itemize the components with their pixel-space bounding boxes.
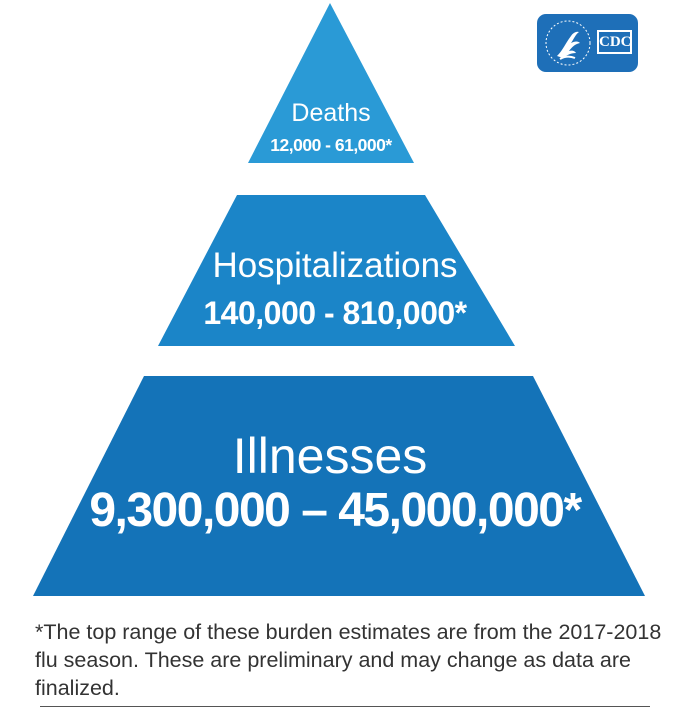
hhs-eagle-icon — [541, 16, 595, 70]
deaths-value: 12,000 - 61,000* — [270, 135, 392, 155]
illnesses-label: Illnesses — [232, 428, 428, 484]
cdc-logo — [537, 14, 638, 72]
deaths-label: Deaths — [291, 99, 371, 127]
bottom-divider — [40, 706, 650, 707]
illnesses-value: 9,300,000 – 45,000,000* — [89, 484, 581, 537]
hospitalizations-label: Hospitalizations — [212, 246, 458, 285]
footnote: *The top range of these burden estimates are from the 2017-2018 flu season. These are preliminary and may change as data are finalized. — [35, 620, 662, 700]
cdc-logo-text: CDC — [597, 30, 632, 54]
hospitalizations-value: 140,000 - 810,000* — [203, 295, 467, 331]
